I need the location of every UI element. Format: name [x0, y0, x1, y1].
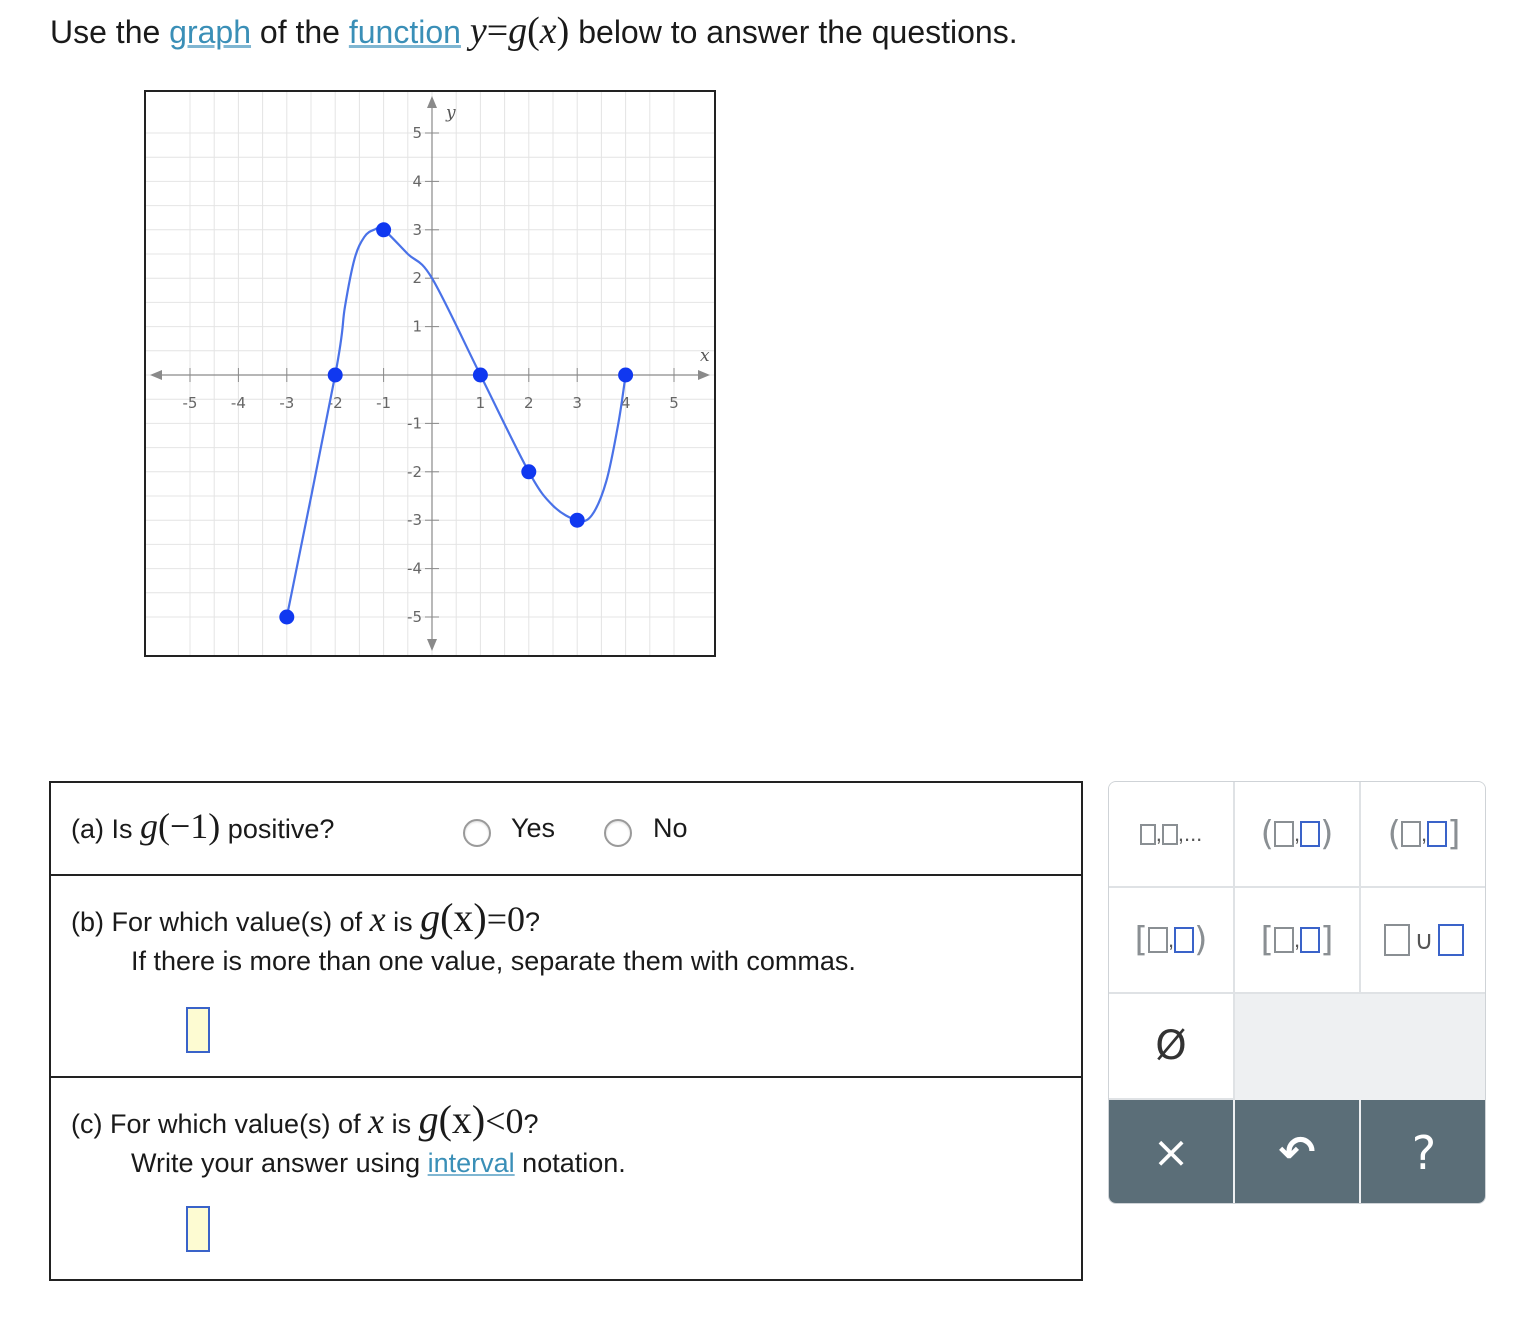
- instruction-suffix: below to answer the questions.: [569, 14, 1018, 50]
- list-comma-1: ,: [1155, 821, 1162, 846]
- union-glyph: ∪: [1384, 924, 1463, 956]
- empty-set-button[interactable]: [1109, 994, 1235, 1100]
- question-a-prefix: (a) Is: [71, 814, 141, 844]
- list-slot-1: [1140, 824, 1156, 845]
- question-b-g: g: [420, 895, 441, 940]
- eq-x: x: [539, 10, 557, 52]
- undo-button[interactable]: [1235, 1100, 1359, 1204]
- list-ellipsis: ...: [1183, 821, 1203, 846]
- yes-radio[interactable]: [463, 819, 491, 847]
- empty-set-icon: Ø: [1155, 1023, 1187, 1069]
- question-c: [51, 1078, 1081, 1281]
- x-axis-label: x: [700, 346, 710, 366]
- eq-open-paren: (: [527, 10, 540, 52]
- instruction-prefix: Use the: [50, 14, 170, 50]
- question-c-instruction: [131, 1148, 626, 1179]
- x-tick-label: 5: [669, 394, 679, 412]
- x-tick-label: 3: [572, 394, 582, 412]
- question-a-arg: (−1): [158, 806, 221, 846]
- instruction-mid: of the: [251, 14, 349, 50]
- eq-y: y: [469, 10, 487, 52]
- question-b-prefix: (b) For which value(s) of: [71, 907, 370, 937]
- y-tick-label: -2: [407, 462, 422, 481]
- question-b-x: x: [369, 899, 386, 939]
- question-c-line2-suffix: notation.: [514, 1148, 626, 1178]
- graph-point: [570, 513, 585, 528]
- eq-close-paren: ): [556, 10, 570, 52]
- question-c-line2-prefix: Write your answer using: [131, 1148, 428, 1178]
- y-tick-label: -1: [407, 414, 422, 433]
- y-tick-label: 3: [412, 220, 422, 239]
- list-button-glyph: [1140, 821, 1203, 847]
- closed-closed-glyph: [ , ]: [1260, 920, 1334, 960]
- question-b-is: is: [385, 907, 421, 937]
- graph-point: [279, 610, 294, 625]
- x-tick-label: -2: [327, 394, 343, 412]
- question-b-text: [71, 894, 540, 941]
- open-closed-glyph: ( , ]: [1387, 814, 1461, 854]
- y-tick-label: -3: [407, 511, 422, 530]
- question-c-g: g: [418, 1097, 439, 1142]
- palette-blank-area: [1235, 994, 1486, 1100]
- list-comma-2: ,: [1177, 821, 1184, 846]
- closed-open-interval-button[interactable]: [1109, 888, 1235, 994]
- y-axis-arrow-down: [427, 639, 437, 651]
- y-tick-label: 5: [412, 124, 422, 142]
- x-tick-label: -1: [376, 394, 392, 412]
- interval-link[interactable]: interval: [427, 1148, 515, 1178]
- question-b-paren-x: (x): [440, 895, 487, 940]
- x-tick-label: 1: [475, 394, 486, 412]
- instruction: [50, 8, 1018, 55]
- question-a-text: [71, 805, 334, 847]
- graph-point: [521, 464, 536, 479]
- question-b-qmark: ?: [525, 907, 541, 937]
- graph-point: [376, 222, 391, 237]
- y-tick-label: -5: [407, 608, 422, 626]
- question-c-prefix: (c) For which value(s) of: [71, 1109, 369, 1139]
- question-c-text: [71, 1096, 539, 1143]
- open-closed-interval-button[interactable]: [1361, 782, 1486, 888]
- question-a: [51, 783, 1081, 876]
- x-axis-arrow-left: [150, 370, 162, 380]
- closed-open-glyph: [ , ): [1134, 920, 1208, 960]
- list-button[interactable]: [1109, 782, 1235, 888]
- function-link[interactable]: function: [348, 14, 461, 50]
- x-axis-arrow-right: [698, 370, 710, 380]
- answer-b-input[interactable]: [186, 1007, 210, 1053]
- graph-link[interactable]: graph: [169, 14, 252, 50]
- function-graph: [144, 90, 716, 657]
- question-b-relation: =0: [486, 899, 526, 939]
- help-icon: ?: [1411, 1125, 1437, 1180]
- y-tick-label: 1: [412, 317, 422, 336]
- x-tick-label: 4: [620, 394, 631, 412]
- open-open-glyph: ( , ): [1260, 814, 1334, 854]
- no-radio[interactable]: [604, 819, 632, 847]
- y-axis-label: y: [446, 103, 456, 123]
- yes-label[interactable]: Yes: [511, 813, 556, 843]
- x-tick-label: 2: [524, 394, 534, 412]
- x-tick-label: -5: [182, 394, 198, 412]
- clear-icon: ×: [1152, 1127, 1190, 1178]
- graph-point: [473, 368, 488, 383]
- closed-closed-interval-button[interactable]: [1235, 888, 1361, 994]
- y-axis-arrow-up: [427, 96, 437, 108]
- question-a-suffix: positive?: [220, 814, 335, 844]
- no-label[interactable]: No: [653, 813, 688, 843]
- help-button[interactable]: [1361, 1100, 1486, 1204]
- y-tick-label: 2: [412, 269, 422, 288]
- question-c-is: is: [384, 1109, 419, 1139]
- question-c-x: x: [368, 1101, 385, 1141]
- question-c-relation: <0: [485, 1101, 524, 1141]
- open-open-interval-button[interactable]: [1235, 782, 1361, 888]
- union-button[interactable]: [1361, 888, 1486, 994]
- graph-point: [618, 368, 633, 383]
- x-tick-label: -3: [279, 394, 295, 412]
- y-tick-label: 4: [412, 172, 422, 191]
- undo-icon: ↶: [1278, 1127, 1316, 1178]
- answer-c-input[interactable]: [186, 1206, 210, 1252]
- graph-canvas: [146, 92, 714, 655]
- question-a-g: g: [140, 806, 159, 846]
- questions-table: [49, 781, 1083, 1281]
- list-slot-2: [1162, 824, 1178, 845]
- question-b: [51, 876, 1081, 1078]
- eq-g: g: [508, 10, 528, 52]
- y-tick-label: -4: [407, 559, 422, 578]
- clear-button[interactable]: [1109, 1100, 1233, 1204]
- question-c-qmark: ?: [523, 1109, 539, 1139]
- question-b-instruction: If there is more than one value, separate them with commas.: [131, 946, 856, 976]
- question-c-paren-x: (x): [438, 1097, 486, 1142]
- math-palette: [1108, 781, 1486, 1204]
- eq-equals: =: [486, 10, 509, 52]
- graph-point: [328, 368, 343, 383]
- x-tick-label: -4: [230, 394, 246, 412]
